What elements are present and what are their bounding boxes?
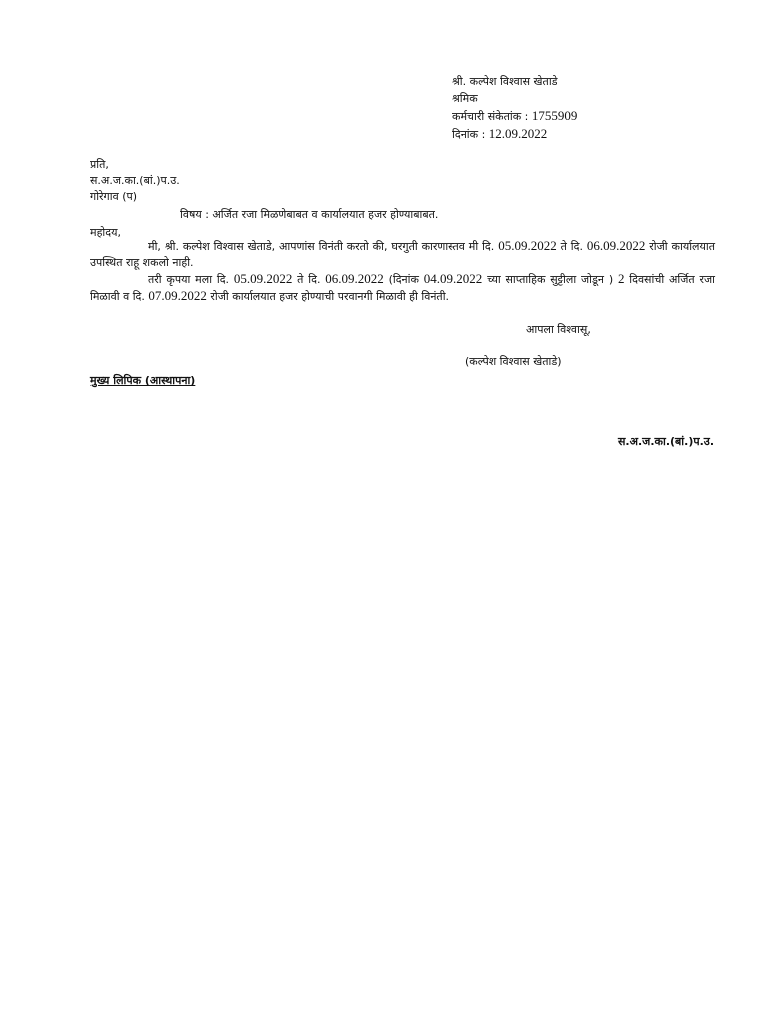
employee-code-value: 1755909: [531, 108, 578, 123]
signature-name: (कल्पेश विश्वास खेताडे): [465, 355, 562, 368]
recipient-block: [90, 157, 180, 205]
absence-end-date: 06.09.2022: [586, 238, 646, 253]
leave-end-date: 06.09.2022: [325, 271, 384, 286]
absence-start-date: 05.09.2022: [498, 238, 557, 253]
weekly-off-date: 04.09.2022: [423, 271, 483, 286]
paragraph2-text-6: रोजी कार्यालयात हजर होण्याची परवानगी मिळावी ही विनंती.: [210, 290, 450, 303]
employee-code-label: कर्मचारी संकेतांक :: [452, 110, 529, 123]
body-paragraph-2: [90, 271, 715, 305]
paragraph1-text-3: रोजी कार्यालयात उपस्थित राहू शकलो नाही.: [90, 240, 716, 269]
paragraph2-text-1: तरी कृपया मला दि.: [148, 273, 230, 286]
leave-days-count: 2: [617, 271, 625, 286]
paragraph2-text-2: ते दि.: [297, 273, 321, 286]
letter-date-line: [452, 125, 577, 143]
letter-body: [90, 238, 715, 305]
letter-date-label: दिनांक :: [452, 128, 486, 141]
paragraph2-text-5: दिवसांची अर्जित रजा मिळावी व दि.: [90, 273, 715, 303]
paragraph2-text-4: च्या साप्ताहिक सुट्टीला जोडून ): [487, 273, 614, 286]
recipient-office: स.अ.ज.का.(बां.)प.उ.: [90, 174, 180, 187]
sender-block: [452, 73, 577, 143]
paragraph1-text-2: ते दि.: [560, 240, 583, 253]
rejoin-date: 07.09.2022: [148, 288, 207, 303]
leave-start-date: 05.09.2022: [233, 271, 293, 286]
sender-name: श्री. कल्पेश विश्वास खेताडे: [452, 75, 558, 88]
closing-phrase: आपला विश्वासू,: [526, 323, 591, 336]
paragraph2-text-3: (दिनांक: [388, 273, 419, 286]
sender-designation: श्रमिक: [452, 92, 478, 105]
office-heading: मुख्य लिपिक (आस्थापना): [90, 374, 196, 387]
employee-code-line: [452, 107, 577, 125]
paragraph1-text-1: मी, श्री. कल्पेश विश्वास खेताडे, आपणांस विनंती करतो की, घरगुती कारणास्तव मी दि.: [148, 240, 495, 253]
salutation: महोदय,: [90, 226, 121, 239]
body-paragraph-1: [90, 238, 715, 271]
letter-date-value: 12.09.2022: [488, 126, 548, 141]
recipient-prefix: प्रति,: [90, 158, 109, 171]
subject-line: विषय : अर्जित रजा मिळणेबाबत व कार्यालयात हजर होण्याबाबत.: [180, 208, 439, 221]
footer-office: स.अ.ज.का.(बां.)प.उ.: [617, 435, 714, 448]
recipient-location: गोरेगाव (प): [90, 190, 138, 203]
